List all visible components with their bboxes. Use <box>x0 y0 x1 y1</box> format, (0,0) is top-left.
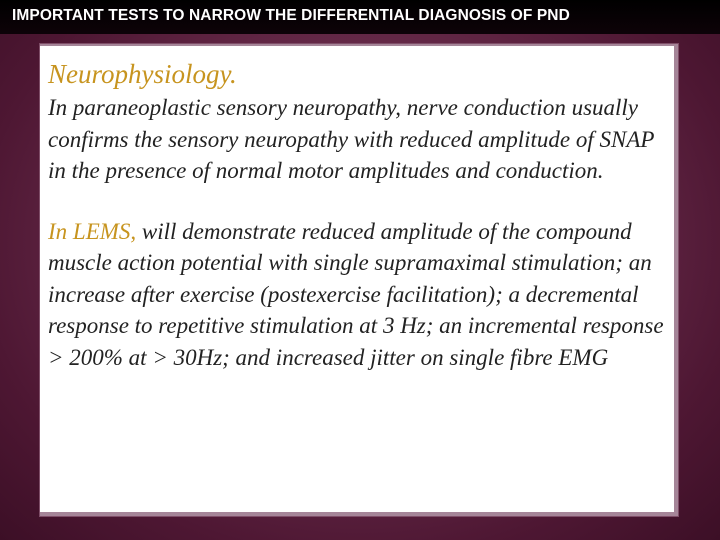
paragraph-sensory-neuropathy: In paraneoplastic sensory neuropathy, nerve conduction usually confirms the sensory neuropathy with reduced amplitude of SNAP in the presence of normal motor amplitudes and conduction. <box>48 95 655 183</box>
title-bar <box>0 0 720 34</box>
paragraph-lems <box>48 216 664 374</box>
lems-lead-text: In LEMS, <box>48 218 137 244</box>
lems-body-text: will demonstrate reduced amplitude of the compound muscle action potential with single supramaximal stimulation; an increase after exercise (postexercise facilitation); a decremental response to repetitive stimulation at 3 Hz; an incremental response > 200% at > 30Hz; and increased jitter on single fibre EMG <box>48 218 664 370</box>
section-heading: Neurophysiology. <box>48 59 237 89</box>
content-panel <box>40 46 674 512</box>
slide-title: IMPORTANT TESTS TO NARROW THE DIFFERENTIAL DIAGNOSIS OF PND <box>12 7 570 24</box>
